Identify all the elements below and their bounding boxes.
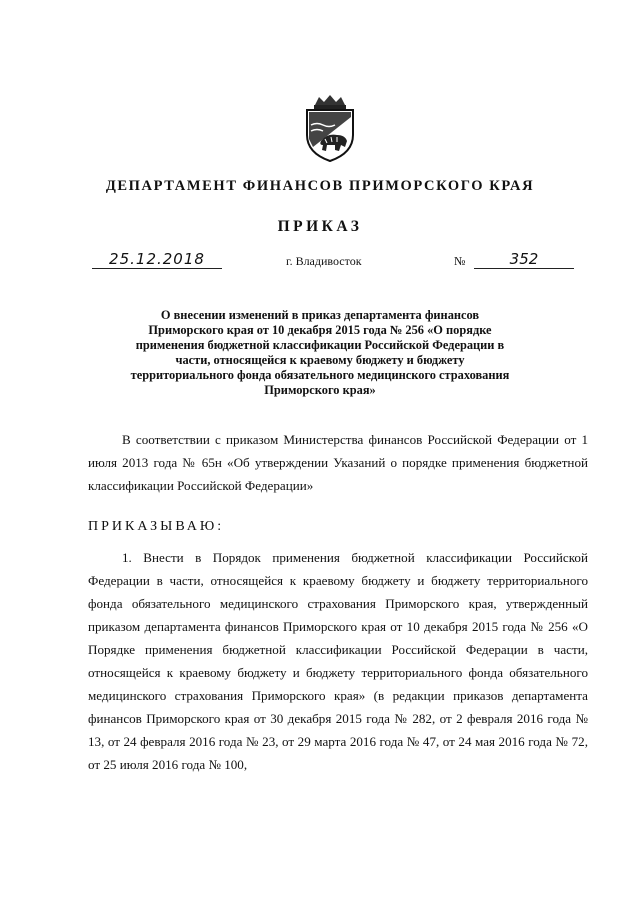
preamble-paragraph: В соответствии с приказом Министерства финансов Российской Федерации от 1 июля 2013 года № 65н «Об утверждении Указаний о порядке применения бюджетной классификации Российской Федерации» <box>88 432 588 493</box>
order-number: 352 <box>474 250 574 269</box>
document-type: ПРИКАЗ <box>277 218 363 235</box>
department-name: ДЕПАРТАМЕНТ ФИНАНСОВ ПРИМОРСКОГО КРАЯ <box>105 178 535 194</box>
item-1-paragraph: 1. Внести в Порядок применения бюджетной классификации Российской Федерации в части, относящейся к краевому бюджету и бюджету территориального фонда обязательного медицинского страхования Приморского края, утвержденный приказом департамента финансов Приморского края от 10 декабря 2015 года № 256 «О Порядке применения бюджетной классификации Российской Федерации в части, относящейся к краевому бюджету и бюджету территориального фонда обязательного медицинского страхования Приморского края» (в редакции приказов департамента финансов Приморского края от 30 декабря 2015 года № 282, от 2 февраля 2016 года № 13, от 24 февраля 2016 года № 23, от 29 марта 2016 года № 47, от 24 мая 2016 года № 72, от 25 июля 2016 года № 100, <box>88 550 588 772</box>
order-number-label: № <box>454 254 466 268</box>
order-city: г. Владивосток <box>286 254 362 268</box>
document-meta <box>0 250 640 272</box>
coat-of-arms-emblem <box>299 95 361 163</box>
order-date: 25.12.2018 <box>92 250 222 269</box>
order-word: ПРИКАЗЫВАЮ: <box>88 519 225 534</box>
order-title: О внесении изменений в приказ департамента финансов Приморского края от 10 декабря 2015 года № 256 «О порядке применения бюджетной классификации Российской Федерации в части, относящейся к краевому бюджету и бюджету территориального фонда обязательного медицинского страхования Приморского края» <box>130 308 510 397</box>
